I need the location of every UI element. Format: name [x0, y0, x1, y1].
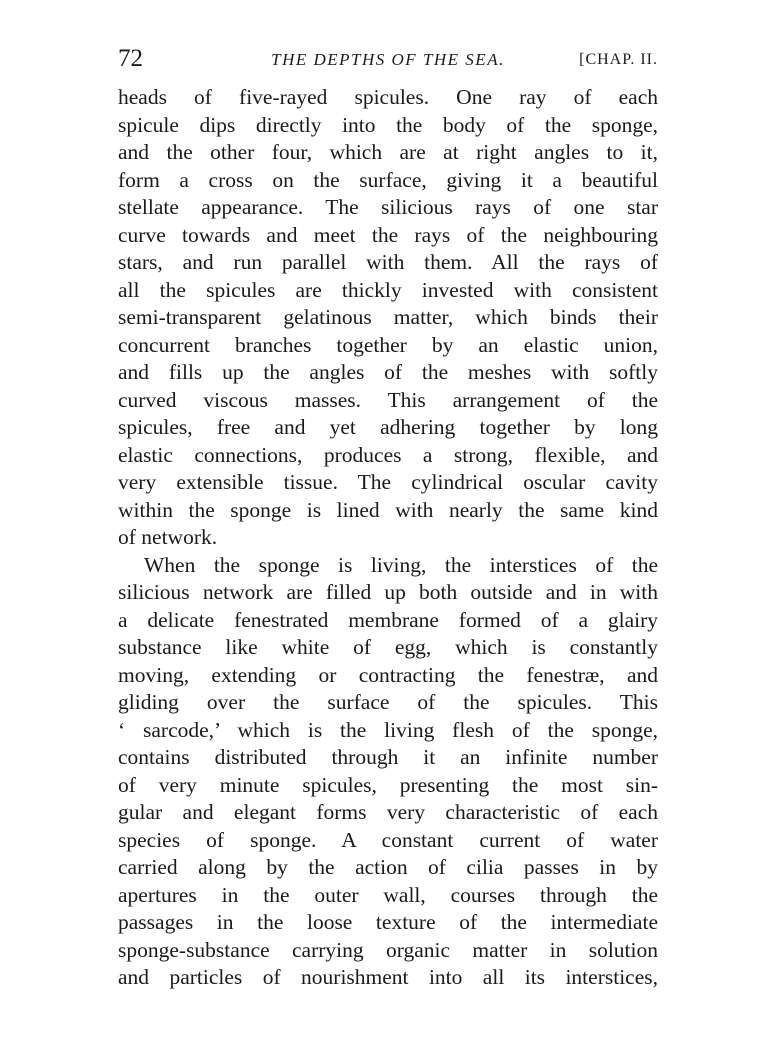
text-line: stars, and run parallel with them. All the rays of	[118, 250, 658, 274]
text-line: spicules, free and yet adhering together by long	[118, 415, 658, 439]
text-line: within the sponge is lined with nearly the same kind	[118, 497, 658, 522]
text-line: very extensible tissue. The cylindrical oscular cavity	[118, 470, 658, 494]
text-line: gular and elegant forms very characteristic of each	[118, 800, 658, 824]
paragraph-1	[118, 84, 658, 552]
text-line: curved viscous masses. This arrangement of the	[118, 387, 658, 412]
page-number: 72	[118, 45, 143, 72]
text-line: of network.	[118, 525, 218, 549]
text-line: species of sponge. A constant current of water	[118, 827, 658, 852]
text-line: and fills up the angles of the meshes with softly	[118, 360, 658, 384]
text-line: silicious network are filled up both outside and in with	[118, 580, 658, 604]
text-line: substance like white of egg, which is constantly	[118, 635, 658, 659]
text-line: carried along by the action of cilia passes in by	[118, 855, 658, 879]
text-line: sponge-substance carrying organic matter in solution	[118, 937, 658, 962]
text-line: form a cross on the surface, giving it a beautiful	[118, 167, 658, 192]
text-line: When the sponge is living, the interstices of the	[144, 552, 658, 577]
text-line: heads of five-rayed spicules. One ray of each	[118, 85, 658, 109]
text-line: passages in the loose texture of the intermediate	[118, 910, 658, 934]
body-text	[118, 84, 658, 992]
text-line: spicule dips directly into the body of the sponge,	[118, 112, 658, 137]
chapter-reference: [CHAP. II.	[579, 51, 658, 68]
text-line: of very minute spicules, presenting the most sin-	[118, 772, 658, 797]
page-header	[118, 44, 658, 76]
text-line: moving, extending or contracting the fenestræ, and	[118, 662, 658, 687]
text-line: apertures in the outer wall, courses through the	[118, 882, 658, 907]
text-line: and particles of nourishment into all its interstices,	[118, 965, 658, 989]
text-line: contains distributed through it an infinite number	[118, 745, 658, 769]
text-line: stellate appearance. The silicious rays of one star	[118, 195, 658, 219]
text-line: curve towards and meet the rays of the neighbouring	[118, 222, 658, 247]
running-title: THE DEPTHS OF THE SEA.	[271, 50, 505, 69]
text-line: gliding over the surface of the spicules. This	[118, 690, 658, 714]
text-line: all the spicules are thickly invested with consistent	[118, 277, 658, 302]
text-line: a delicate fenestrated membrane formed of a glairy	[118, 607, 658, 632]
text-line: and the other four, which are at right angles to it,	[118, 140, 658, 164]
text-line: concurrent branches together by an elastic union,	[118, 332, 658, 357]
text-line: ‘ sarcode,’ which is the living flesh of the sponge,	[118, 717, 658, 742]
text-line: semi-transparent gelatinous matter, which binds their	[118, 305, 658, 329]
text-line: elastic connections, produces a strong, flexible, and	[118, 442, 658, 467]
paragraph-2	[118, 552, 658, 992]
